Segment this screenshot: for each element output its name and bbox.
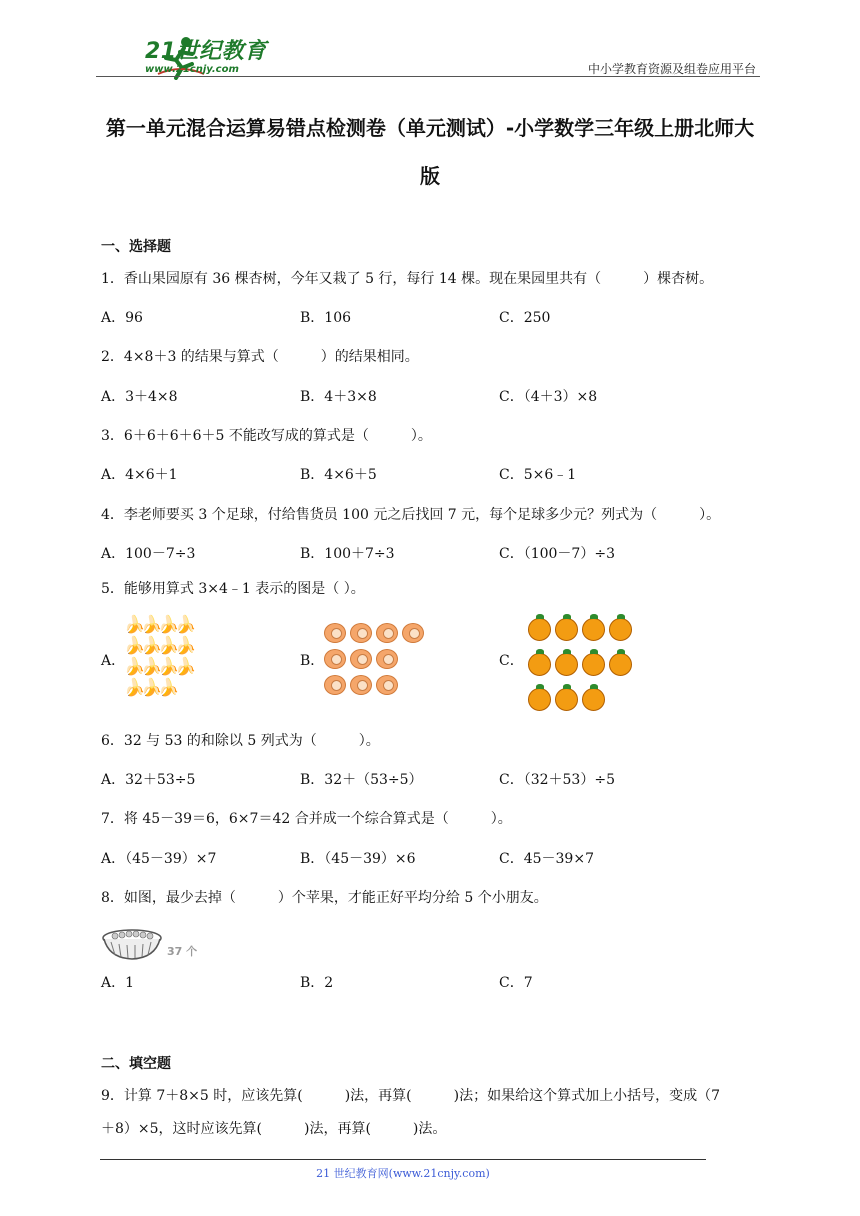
option-b: B．32＋（53÷5） — [300, 772, 423, 788]
question-stem: 6．32 与 53 的和除以 5 列式为（ ）。 — [101, 733, 380, 749]
question-stem-line1: 9．计算 7＋8×5 时，应该先算( )法，再算( )法；如果给这个算式加上小括号，变成（7 — [101, 1088, 721, 1104]
option-c: C．250 — [499, 310, 551, 326]
header-platform-text: 中小学教育资源及组卷应用平台 — [587, 62, 756, 76]
option-a: A．1 — [101, 975, 135, 991]
option-c: C． — [499, 653, 524, 669]
section-heading-choice: 一、选择题 — [101, 239, 171, 255]
question-stem: 1．香山果园原有 36 棵杏树，今年又栽了 5 行，每行 14 棵。现在果园里共有（ ）棵杏树。 — [101, 271, 714, 287]
section-heading-fill: 二、填空题 — [101, 1056, 171, 1072]
document-title: 第一单元混合运算易错点检测卷（单元测试）-小学数学三年级上册北师大版 — [105, 116, 755, 188]
question-stem-line2: ＋8）×5，这时应该先算( )法，再算( )法。 — [101, 1121, 447, 1137]
option-c: C．（4＋3）×8 — [499, 389, 598, 405]
question-stem: 7．将 45－39＝6，6×7＝42 合并成一个综合算式是（ ）。 — [101, 811, 512, 827]
option-c: C．（32＋53）÷5 — [499, 772, 615, 788]
header-divider — [96, 76, 760, 77]
option-a: A．96 — [101, 310, 143, 326]
oranges-image — [526, 617, 636, 722]
option-c: C．7 — [499, 975, 533, 991]
option-c: C．（100－7）÷3 — [499, 546, 615, 562]
option-a: A．（45－39）×7 — [101, 851, 217, 867]
option-b: B．106 — [300, 310, 352, 326]
option-a: A．3＋4×8 — [101, 389, 178, 405]
bananas-image: 🍌🍌🍌🍌 🍌🍌🍌🍌 🍌🍌🍌🍌 🍌🍌🍌 — [124, 615, 197, 698]
option-a: A．100－7÷3 — [101, 546, 196, 562]
question-stem: 3．6＋6＋6＋6＋5 不能改写成的算式是（ ）。 — [101, 428, 432, 444]
option-b: B． — [300, 653, 325, 669]
option-b: B．4＋3×8 — [300, 389, 377, 405]
footer-source: 21 世纪教育网(www.21cnjy.com) — [316, 1167, 490, 1180]
question-stem: 4．李老师要买 3 个足球，付给售货员 100 元之后找回 7 元，每个足球多少元？列式为（ ）。 — [101, 507, 721, 523]
question-stem: 5．能够用算式 3×4﹣1 表示的图是（ ）。 — [101, 581, 365, 597]
option-c: C．5×6﹣1 — [499, 467, 577, 483]
option-a: A．4×6＋1 — [101, 467, 178, 483]
question-stem: 8．如图，最少去掉（ ）个苹果，才能正好平均分给 5 个小朋友。 — [101, 890, 548, 906]
apple-count-label: 37 个 — [167, 945, 198, 958]
option-b: B．4×6＋5 — [300, 467, 377, 483]
option-b: B．（45－39）×6 — [300, 851, 416, 867]
option-a: A． — [101, 653, 126, 669]
option-b: B．2 — [300, 975, 334, 991]
peaches-image — [322, 622, 452, 700]
apple-basket-icon — [101, 928, 163, 962]
question-stem: 2．4×8＋3 的结果与算式（ ）的结果相同。 — [101, 349, 419, 365]
option-b: B．100＋7÷3 — [300, 546, 395, 562]
option-c: C．45－39×7 — [499, 851, 594, 867]
logo-url: www.21cnjy.com — [145, 64, 239, 75]
footer-divider — [100, 1159, 706, 1160]
option-a: A．32＋53÷5 — [101, 772, 196, 788]
logo-text: 21世纪教育 — [145, 39, 267, 64]
